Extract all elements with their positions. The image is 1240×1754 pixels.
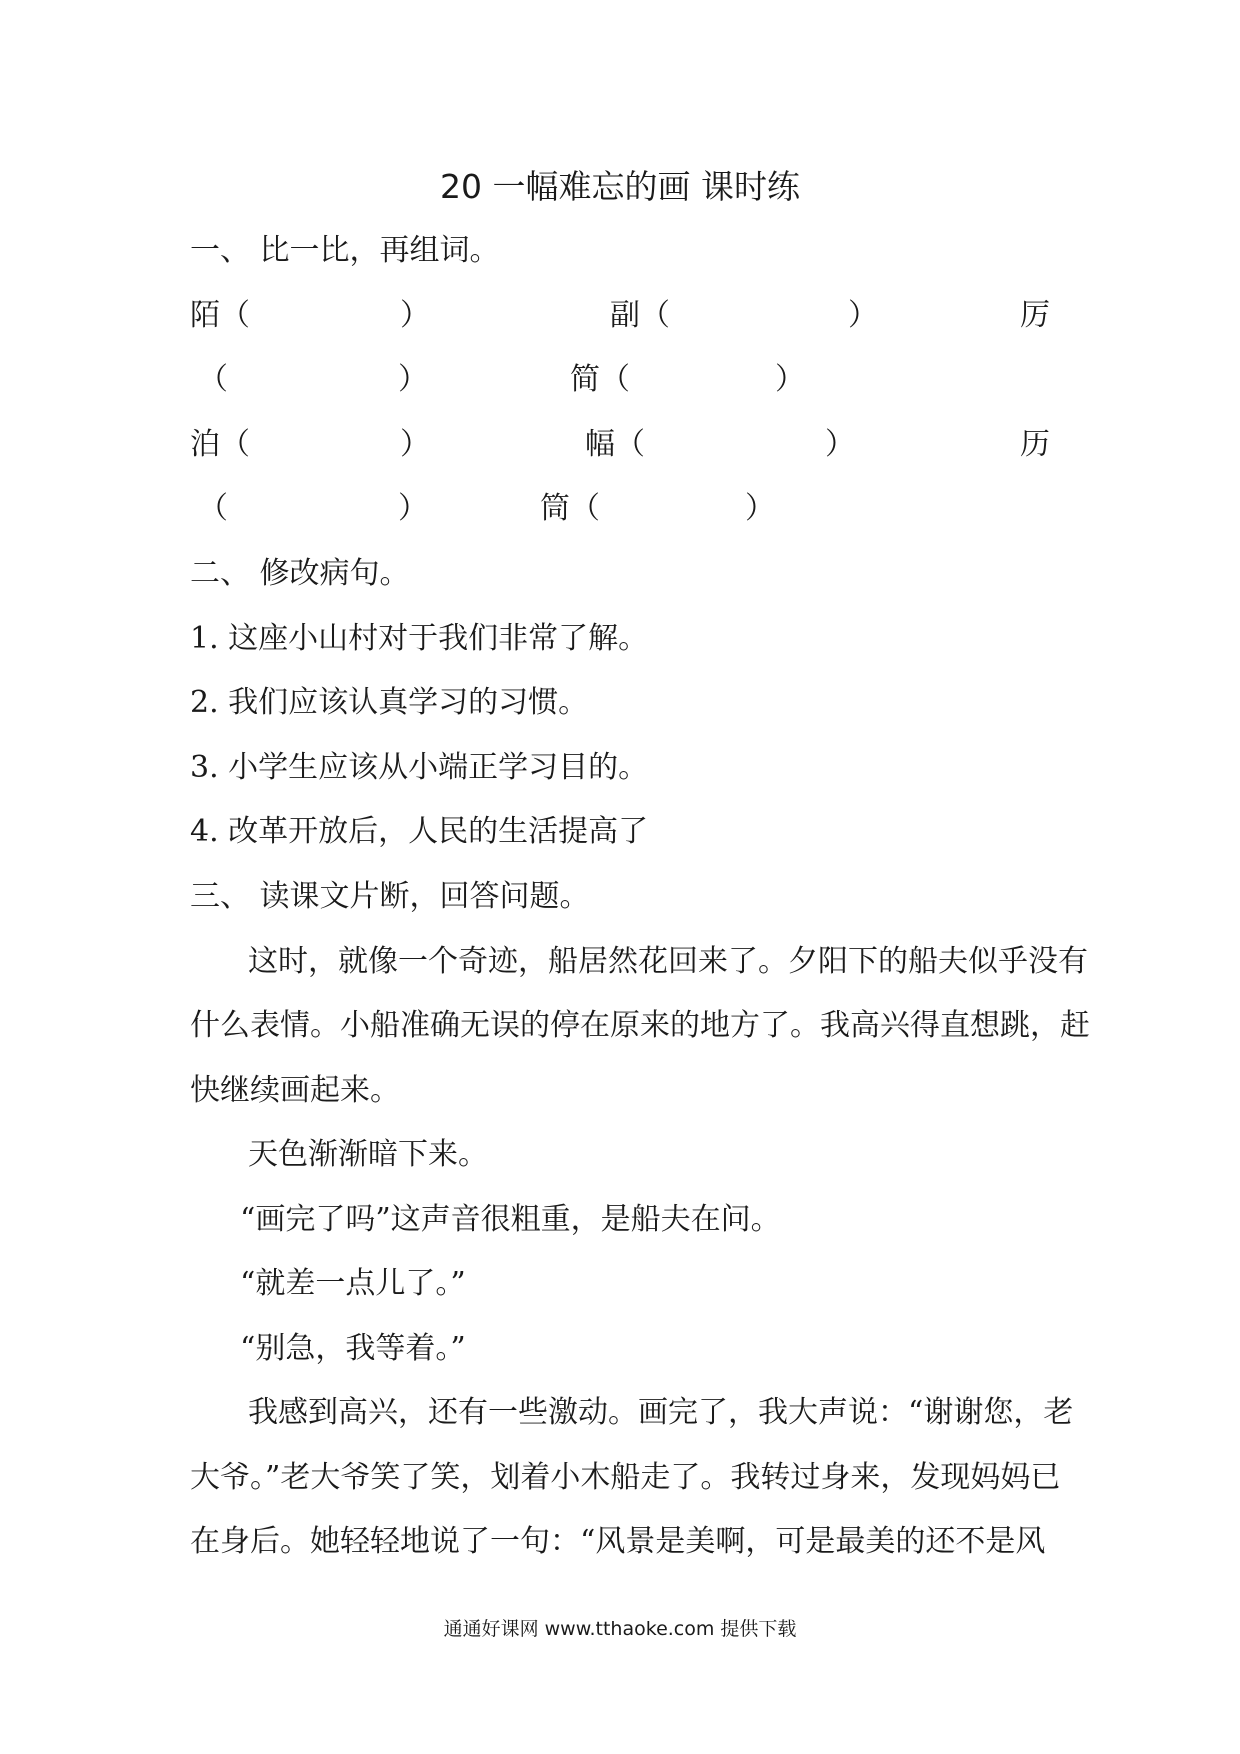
word-blank-open: 副（ bbox=[610, 298, 670, 333]
passage-line: 快继续画起来。 bbox=[190, 1073, 400, 1108]
word-blank-open: 陌（ bbox=[190, 298, 250, 333]
word-blank-open: 泊（ bbox=[190, 427, 250, 462]
word-blank-open: 简（ bbox=[570, 362, 630, 397]
section1-heading: 一、 比一比，再组词。 bbox=[190, 233, 500, 268]
word-blank-close: ） bbox=[745, 491, 775, 526]
word-blank-open: （ bbox=[198, 362, 228, 397]
word-blank-close: ） bbox=[398, 491, 428, 526]
section2-heading: 二、 修改病句。 bbox=[190, 556, 410, 591]
word-blank-close: ） bbox=[400, 298, 430, 333]
passage-line: 天色渐渐暗下来。 bbox=[248, 1137, 488, 1172]
section3-heading: 三、 读课文片断，回答问题。 bbox=[190, 879, 590, 914]
passage-line: “就差一点儿了。” bbox=[240, 1266, 466, 1301]
word-char: 厉 bbox=[1020, 298, 1050, 333]
passage-line: 在身后。她轻轻地说了一句：“风景是美啊，可是最美的还不是风 bbox=[190, 1524, 1046, 1559]
word-blank-close: ） bbox=[825, 427, 855, 462]
page-title: 20 一幅难忘的画 课时练 bbox=[440, 167, 800, 206]
word-blank-open: （ bbox=[198, 491, 228, 526]
passage-line: 什么表情。小船准确无误的停在原来的地方了。我高兴得直想跳，赶 bbox=[190, 1008, 1090, 1043]
passage-line: 我感到高兴，还有一些激动。画完了，我大声说：“谢谢您，老 bbox=[248, 1395, 1074, 1430]
sentence-item: 1. 这座小山村对于我们非常了解。 bbox=[190, 621, 649, 656]
sentence-item: 2. 我们应该认真学习的习惯。 bbox=[190, 685, 589, 720]
word-char: 历 bbox=[1020, 427, 1050, 462]
passage-line: 这时，就像一个奇迹，船居然花回来了。夕阳下的船夫似乎没有 bbox=[248, 944, 1088, 979]
passage-line: “别急，我等着。” bbox=[240, 1331, 466, 1366]
footer-source: 通通好课网 www.tthaoke.com 提供下载 bbox=[443, 1618, 797, 1640]
sentence-item: 4. 改革开放后，人民的生活提高了 bbox=[190, 814, 649, 849]
word-blank-close: ） bbox=[398, 362, 428, 397]
word-blank-close: ） bbox=[400, 427, 430, 462]
word-blank-open: 筒（ bbox=[540, 491, 600, 526]
word-blank-open: 幅（ bbox=[585, 427, 645, 462]
word-blank-close: ） bbox=[848, 298, 878, 333]
sentence-item: 3. 小学生应该从小端正学习目的。 bbox=[190, 750, 649, 785]
word-blank-close: ） bbox=[775, 362, 805, 397]
passage-line: “画完了吗”这声音很粗重，是船夫在问。 bbox=[240, 1202, 781, 1237]
passage-line: 大爷。”老大爷笑了笑，划着小木船走了。我转过身来，发现妈妈已 bbox=[190, 1460, 1061, 1495]
